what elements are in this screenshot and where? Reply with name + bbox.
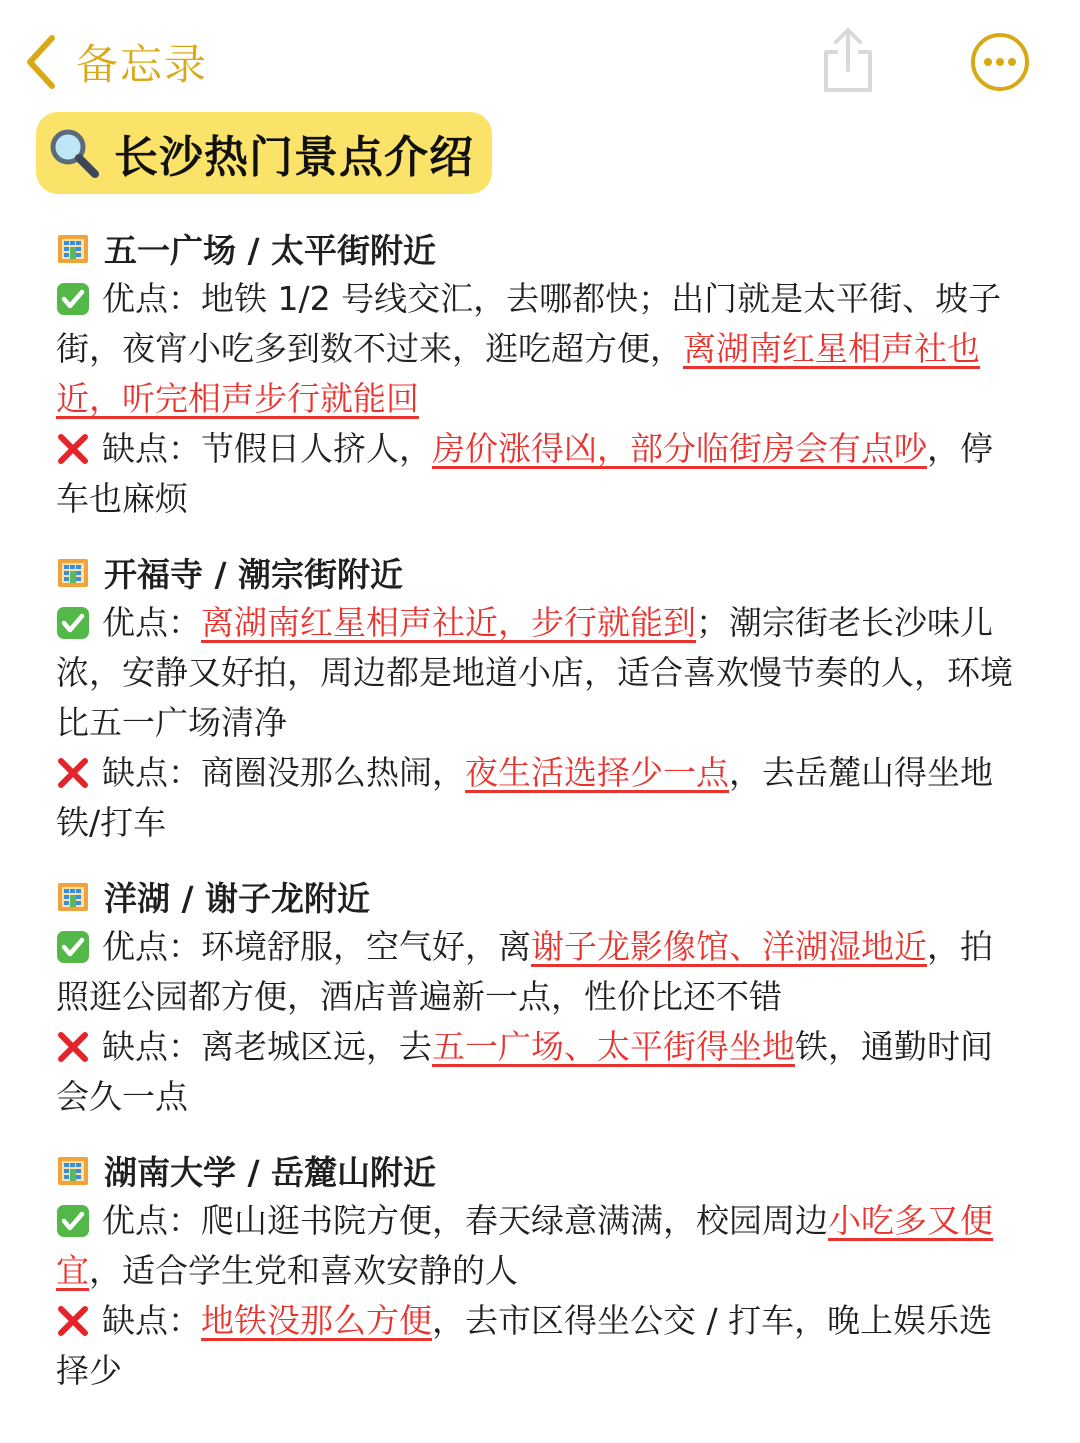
pros-label: 优点： (102, 279, 201, 318)
note-body (56, 222, 1016, 1418)
checkmark-icon (56, 1204, 90, 1238)
body-text: 地铁 1/2 号线交汇，去哪都快；出门就是太平街、坡子街，夜宵小吃多到数不过来，逛吃超方便， (56, 279, 1002, 368)
body-text: 节假日人挤人， (201, 429, 432, 468)
body-text: ；潮宗街老长沙味儿浓，安静又好拍，周边都是地道小店，适合喜欢慢节奏的人，环境比五一广场清净 (56, 603, 1013, 742)
checkmark-icon (56, 930, 90, 964)
cons-label: 缺点： (102, 429, 201, 468)
area-section (56, 1144, 1016, 1396)
body-text: ，拍照逛公园都方便，酒店普遍新一点，性价比还不错 (56, 927, 993, 1016)
back-button[interactable] (24, 30, 208, 94)
share-icon (818, 26, 878, 96)
body-text: ，适合学生党和喜欢安静的人 (89, 1251, 518, 1290)
cons-label: 缺点： (102, 1301, 201, 1340)
area-section (56, 222, 1016, 524)
area-heading-text: 洋湖 / 谢子龙附近 (104, 878, 371, 918)
magnifier-icon (48, 127, 100, 179)
pros-line (56, 1196, 1016, 1296)
ellipsis-icon (970, 32, 1030, 92)
hotel-icon (56, 555, 90, 589)
cross-icon (56, 1030, 90, 1064)
highlighted-text: 谢子龙影像馆、洋湖湿地近 (531, 927, 927, 966)
hotel-icon (56, 1153, 90, 1187)
body-text: 商圈没那么热闹， (201, 753, 465, 792)
cons-label: 缺点： (102, 1027, 201, 1066)
highlighted-text: 小吃多又便宜 (56, 1201, 993, 1290)
area-heading-text: 湖南大学 / 岳麓山附近 (104, 1152, 437, 1192)
nav-bar (0, 0, 1080, 110)
area-heading (56, 222, 1016, 274)
pros-line (56, 274, 1016, 424)
back-label: 备忘录 (76, 40, 209, 89)
area-heading-text: 五一广场 / 太平街附近 (104, 230, 437, 270)
pros-line (56, 922, 1016, 1022)
area-heading-text: 开福寺 / 潮宗街附近 (104, 554, 404, 594)
share-button[interactable] (818, 26, 878, 96)
cross-icon (56, 432, 90, 466)
note-title (36, 112, 492, 194)
hotel-icon (56, 231, 90, 265)
area-section (56, 546, 1016, 848)
highlighted-text: 离湖南红星相声社近，步行就能到 (201, 603, 696, 642)
cons-line (56, 1022, 1016, 1122)
cons-line (56, 1296, 1016, 1396)
cross-icon (56, 756, 90, 790)
area-heading (56, 546, 1016, 598)
cross-icon (56, 1304, 90, 1338)
cons-line (56, 424, 1016, 524)
chevron-left-icon (24, 34, 58, 90)
pros-label: 优点： (102, 1201, 201, 1240)
body-text: 环境舒服，空气好，离 (201, 927, 531, 966)
area-section (56, 870, 1016, 1122)
body-text: 爬山逛书院方便，春天绿意满满，校园周边 (201, 1201, 828, 1240)
body-text: ，去岳麓山得坐地铁/打车 (56, 753, 993, 842)
more-button[interactable] (970, 32, 1030, 92)
pros-label: 优点： (102, 603, 201, 642)
body-text: 铁，通勤时间会久一点 (56, 1027, 993, 1116)
highlighted-text: 离湖南红星相声社也近，听完相声步行就能回 (56, 329, 980, 418)
hotel-icon (56, 879, 90, 913)
highlighted-text: 地铁没那么方便 (201, 1301, 432, 1340)
highlighted-text: 夜生活选择少一点 (465, 753, 729, 792)
cons-line (56, 748, 1016, 848)
checkmark-icon (56, 606, 90, 640)
body-text: 离老城区远，去 (201, 1027, 432, 1066)
area-heading (56, 870, 1016, 922)
highlighted-text: 五一广场、太平街得坐地 (432, 1027, 795, 1066)
note-title-text: 长沙热门景点介绍 (114, 132, 474, 183)
pros-label: 优点： (102, 927, 201, 966)
highlighted-text: 房价涨得凶，部分临街房会有点吵 (432, 429, 927, 468)
body-text: ，去市区得坐公交 / 打车，晚上娱乐选择少 (56, 1301, 993, 1390)
body-text: ，停车也麻烦 (56, 429, 993, 518)
pros-line (56, 598, 1016, 748)
checkmark-icon (56, 282, 90, 316)
cons-label: 缺点： (102, 753, 201, 792)
area-heading (56, 1144, 1016, 1196)
